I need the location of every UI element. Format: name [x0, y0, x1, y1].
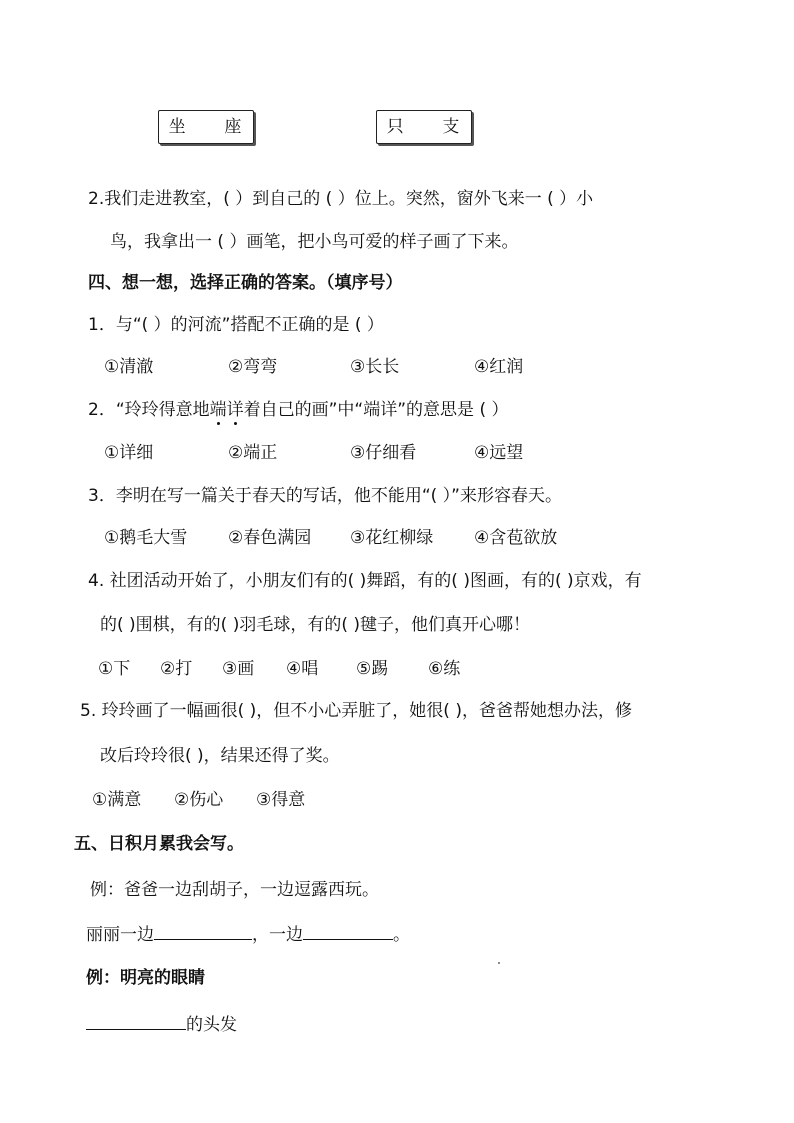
s4-q2-dotted-char-2: 详: [227, 395, 244, 420]
word-box-zhi: [376, 110, 472, 144]
s5-fill1-end: 。: [393, 925, 410, 945]
word-box-char-1: 只: [386, 117, 406, 137]
word-box-char-2: 支: [442, 117, 462, 137]
q2-fill-line2: 鸟，我拿出一 ( ）画笔，把小鸟可爱的样子画了下来。: [110, 232, 519, 252]
q2-fill-line1: 2.我们走进教室，( ）到自己的 ( ）位上。突然，窗外飞来一 ( ）小: [88, 189, 594, 209]
s4-q3-text: 3．李明在写一篇关于春天的写话，他不能用“( ）”来形容春天。: [88, 486, 562, 506]
s4-q1-text: 1．与“( ）的河流”搭配不正确的是 ( ）: [88, 315, 384, 335]
s4-q4-option-1: ①下: [98, 659, 131, 679]
s4-q4-option-4: ④唱: [286, 659, 319, 679]
s4-q3-option-3: ③花红柳绿: [350, 528, 434, 548]
s4-q5-option-2: ②伤心: [174, 790, 224, 810]
s4-q1-option-3: ③长长: [350, 357, 400, 377]
scan-speck: [498, 962, 500, 964]
s4-q2-option-1: ①详细: [104, 443, 154, 463]
section5-title: 五、日积月累我会写。: [74, 834, 244, 854]
s4-q2-prefix: 2．“玲玲得意地: [88, 400, 210, 420]
s4-q2-suffix: 着自己的画”中“端详”的意思是 ( ）: [243, 400, 509, 420]
section4-title: 四、想一想，选择正确的答案。（填序号）: [88, 273, 403, 293]
s4-q2-text: [88, 395, 509, 420]
s5-fill1-blank-1[interactable]: [154, 925, 252, 940]
s4-q4-option-2: ②打: [160, 659, 193, 679]
s4-q5-line2: 改后玲玲很( )，结果还得了奖。: [100, 746, 340, 766]
word-box-char-2: 座: [224, 117, 244, 137]
s4-q2-option-2: ②端正: [228, 443, 278, 463]
s4-q4-line1: 4. 社团活动开始了，小朋友们有的( )舞蹈，有的( )图画，有的( )京戏，有: [88, 571, 642, 591]
s5-fill1-blank-2[interactable]: [303, 925, 393, 940]
s4-q5-option-3: ③得意: [256, 790, 306, 810]
s4-q2-dotted-char-1: 端: [210, 395, 227, 420]
s5-fill1: [86, 920, 410, 945]
s4-q4-option-5: ⑤踢: [356, 659, 389, 679]
s4-q5-line1: 5. 玲玲画了一幅画很( )，但不小心弄脏了，她很( )，爸爸帮她想办法，修: [80, 701, 632, 721]
s4-q3-option-1: ①鹅毛大雪: [104, 528, 188, 548]
s5-example2: 例：明亮的眼睛: [86, 968, 205, 988]
s5-example1: 例：爸爸一边刮胡子，一边逗露西玩。: [90, 880, 379, 900]
word-box-zuo: [158, 110, 254, 144]
s4-q1-option-1: ①清澈: [104, 357, 154, 377]
s4-q3-option-4: ④含苞欲放: [474, 528, 558, 548]
s5-fill1-prefix: 丽丽一边: [86, 925, 154, 945]
s5-fill2-blank[interactable]: [86, 1015, 186, 1030]
s4-q2-option-4: ④远望: [474, 443, 524, 463]
s5-fill2: [86, 1010, 237, 1035]
s4-q4-line2: 的( )围棋，有的( )羽毛球，有的( )毽子，他们真开心哪！: [100, 615, 531, 635]
s5-fill1-middle: ，一边: [252, 925, 303, 945]
word-box-char-1: 坐: [168, 117, 188, 137]
s5-fill2-suffix: 的头发: [186, 1015, 237, 1035]
s4-q4-option-6: ⑥练: [428, 659, 461, 679]
s4-q2-option-3: ③仔细看: [350, 443, 417, 463]
s4-q1-option-2: ②弯弯: [228, 357, 278, 377]
s4-q4-option-3: ③画: [222, 659, 255, 679]
s4-q1-option-4: ④红润: [474, 357, 524, 377]
s4-q3-option-2: ②春色满园: [228, 528, 312, 548]
s4-q5-option-1: ①满意: [92, 790, 142, 810]
